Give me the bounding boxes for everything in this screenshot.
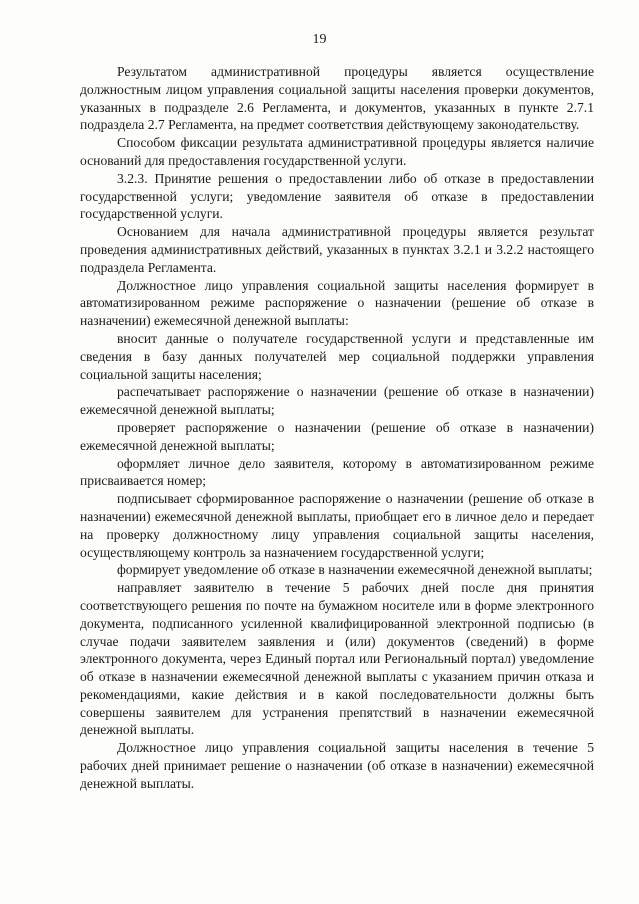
list-item-prints-order: распечатывает распоряжение о назначении (решение об отказе в назначении) ежемесячной денежной выплаты; bbox=[80, 384, 594, 418]
list-item-enters-data: вносит данные о получателе государственной услуги и представленные им сведения в базу данных получателей мер социальной поддержки управления социальной защиты населения; bbox=[80, 330, 594, 382]
list-item-sends-notice: направляет заявителю в течение 5 рабочих дней после дня принятия соответствующего решения по почте на бумажном носителе или в форме электронного документа, подписанного усиленной квалифицированной электронной подписью (в случае подачи заявителем заявления и (или) документов (сведений) в форме электронного документа, через Единый портал или Региональный портал) уведомление об отказе в назначении ежемесячной денежной выплаты с указанием причин отказа и рекомендациями, какие действия и в какой последовательности должны быть совершены заявителем для устранения препятствий в назначении ежемесячной денежной выплаты. bbox=[80, 580, 594, 738]
list-item-prepares-file: оформляет личное дело заявителя, которому в автоматизированном режиме присваивается номер; bbox=[80, 455, 594, 489]
paragraph-result-of-verification: Результатом административной процедуры является осуществление должностным лицом управления социальной защиты населения проверки документов, указанных в подразделе 2.6 Регламента, и документов, указанных в пункте 2.7.1 подраздела 2.7 Регламента, на предмет соответствия действующему законодательству. bbox=[80, 64, 594, 133]
paragraph-basis-for-procedure: Основанием для начала административной процедуры является результат проведения административных действий, указанных в пунктах 3.2.1 и 3.2.2 настоящего подраздела Регламента. bbox=[80, 224, 594, 275]
paragraph-official-forms-order: Должностное лицо управления социальной защиты населения формирует в автоматизированном режиме распоряжение о назначении (решение об отказе в назначении) ежемесячной денежной выплаты: bbox=[80, 277, 594, 329]
list-item-forms-notice: формирует уведомление об отказе в назначении ежемесячной денежной выплаты; bbox=[117, 562, 593, 578]
list-item-checks-order: проверяет распоряжение о назначении (решение об отказе в назначении) ежемесячной денежной выплаты; bbox=[80, 419, 594, 453]
paragraph-decision-deadline: Должностное лицо управления социальной защиты населения в течение 5 рабочих дней принимает решение о назначении (об отказе в назначении) ежемесячной денежной выплаты. bbox=[80, 740, 594, 791]
page-number: 19 bbox=[312, 32, 327, 47]
document-body bbox=[80, 63, 594, 793]
paragraph-fixation-method: Способом фиксации результата административной процедуры является наличие оснований для предоставления государственной услуги. bbox=[80, 135, 594, 168]
list-item-signs-order: подписывает сформированное распоряжение о назначении (решение об отказе в назначении) ежемесячной денежной выплаты, приобщает его в личное дело и передает на проверку должностному лицу управления социальной защиты населения, осуществляющему контроль за назначением государственной услуги; bbox=[80, 491, 594, 560]
paragraph-section-3-2-3-heading: 3.2.3. Принятие решения о предоставлении либо об отказе в предоставлении государственной услуги; уведомление заявителя об отказе в предоставлении государственной услуги. bbox=[80, 170, 594, 222]
